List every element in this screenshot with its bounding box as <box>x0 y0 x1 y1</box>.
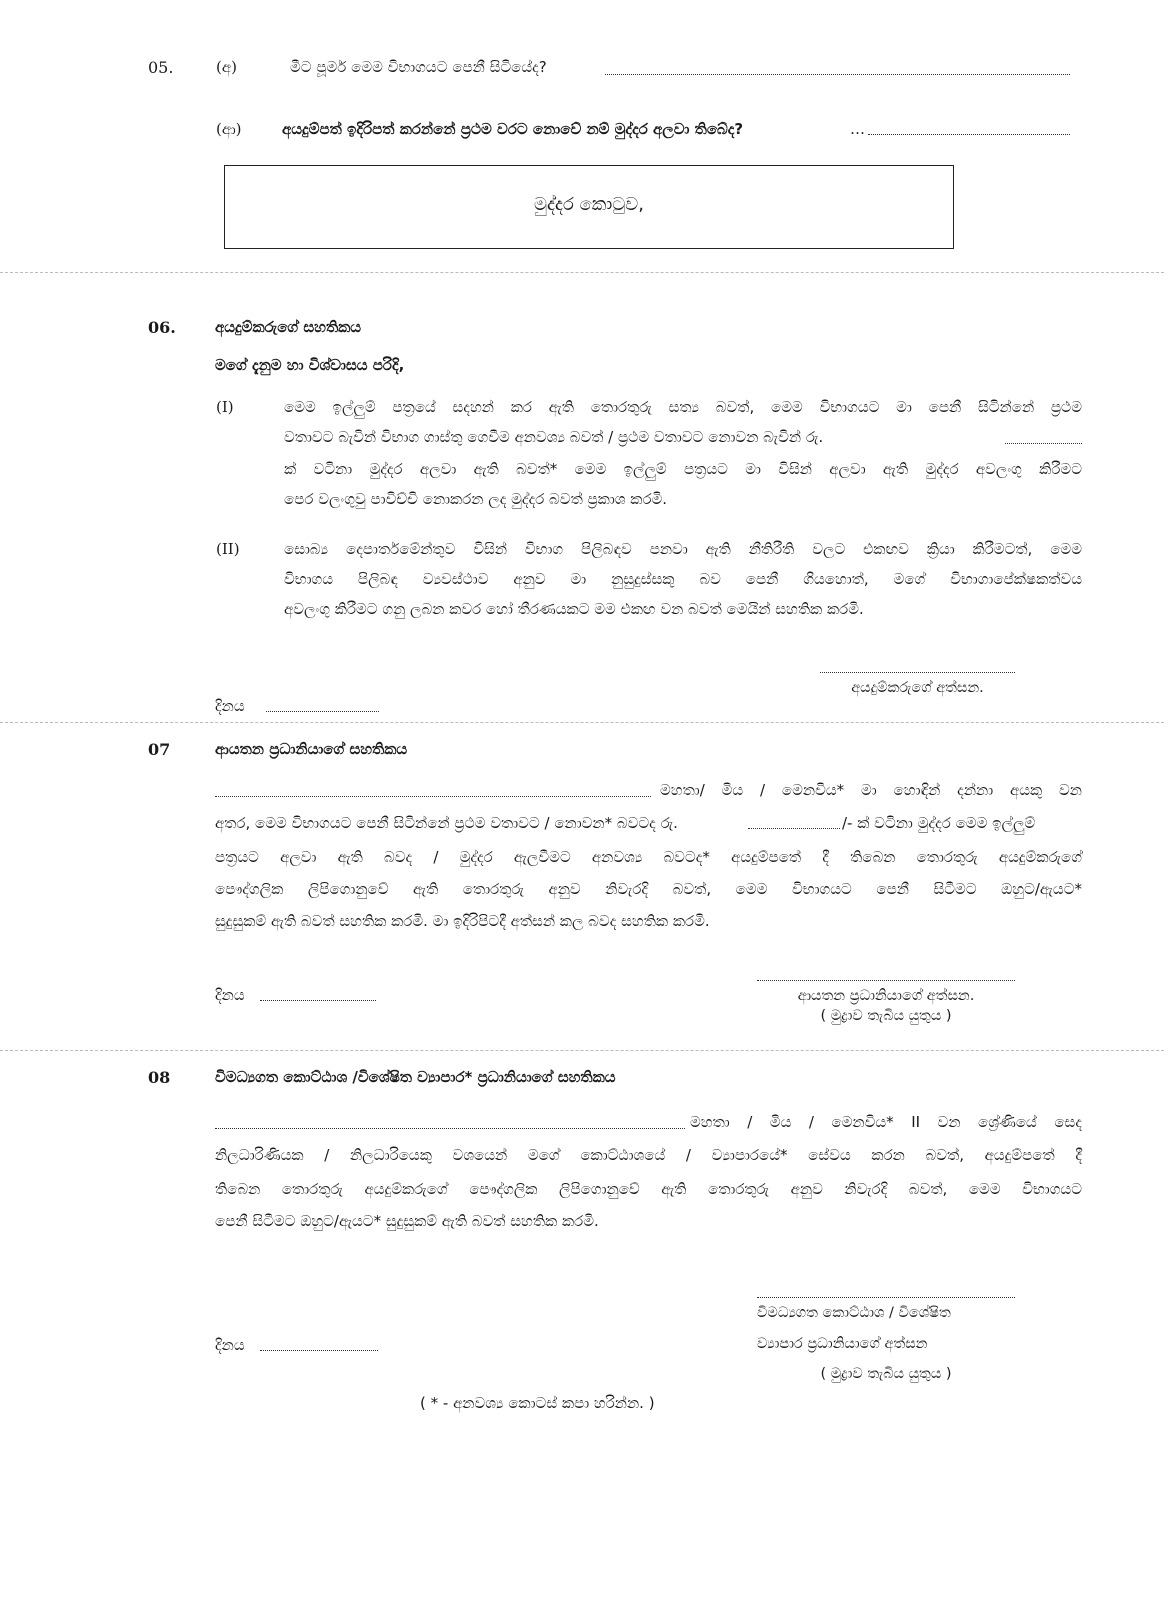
s05-b-answer-field[interactable] <box>868 134 1070 135</box>
s06-item-i-label: (I) <box>216 398 234 416</box>
s08-line2: නිලධාරිණියක / නිලධාරියෙකු වශයෙන් මගේ කොට්ඨාශයේ / ව්‍යාපාරයේ* සේවය කරන බවත්, අයදුම්පතේ දී <box>215 1146 1082 1164</box>
section-08-title: විමධ්‍යගත කොට්ඨාශ /විශේෂිත ව්‍යාපාර* ප්‍රධානියාගේ සහතිකය <box>215 1068 616 1086</box>
stamp-box[interactable] <box>224 165 954 249</box>
section-06-title: අයදුම්කරුගේ සහතිකය <box>215 318 362 336</box>
s08-line1-tail: මහතා / මිය / මෙනවිය* II වන ශ්‍රේණියේ සෙද <box>690 1113 1082 1131</box>
s08-line4: පෙනී සිටීමට ඔහුට/ඇයට* සුදුසුකම් ඇති බවත් සහතික කරමි. <box>215 1212 599 1230</box>
s06-item-ii-line1: සොබ්‍ය දෙපාර්තමේන්තුව විසින් විභාග පිලිබඳව පනවා ඇති නීතිරීති වලට එකඟව ක්‍රියා කිරීමටත්, මෙම <box>284 540 1082 558</box>
section-07-number: 07 <box>148 740 171 759</box>
s07-signature-field[interactable] <box>757 980 1015 981</box>
s07-line2-tail: /- ක් වටිනා මුද්දර මෙම ඉල්ලුම් <box>842 814 1036 832</box>
s06-signature-caption: අයදුම්කරුගේ අත්සන. <box>851 680 984 696</box>
section-05-number: 05. <box>148 58 174 77</box>
s07-seal-note: ( මුද්‍රාව තැබිය යුතුය ) <box>820 1008 952 1024</box>
s07-amount-field[interactable] <box>748 828 840 829</box>
s07-line5: සුදුසුකම් ඇති බවත් සහතික කරමි. මා ඉදිරිපිටදී අත්සන් කල බවද සහතික කරමි. <box>215 912 710 930</box>
s06-date-field[interactable] <box>266 711 379 712</box>
section-08-number: 08 <box>148 1068 171 1087</box>
s06-signature-field[interactable] <box>820 672 1015 673</box>
s08-line3: තිබෙන තොරතුරු අයදුම්කරුගේ පෞද්ගලික ලිපිගොනුවේ ඇති තොරතුරු අනුව නිවැරදි බවත්, මෙම විභාගයට <box>215 1180 1082 1198</box>
section-divider <box>0 272 1164 273</box>
section-06-number: 06. <box>148 318 176 337</box>
s07-date-field[interactable] <box>260 1000 376 1001</box>
section-07-title: ආයතන ප්‍රධානියාගේ සහතිකය <box>215 740 408 758</box>
s07-line4: පෞද්ගලික ලිපිගොනුවේ ඇති තොරතුරු අනුව නිවැරදි බවත්, මෙම විභාගයට පෙනී සිටීමට ඔහුට/ඇයට* <box>215 880 1082 898</box>
section-divider <box>0 1050 1164 1051</box>
s06-item-ii-line3: අවලංගු කිරීමට ගනු ලබන කවර හෝ තීරණයකට මම එකඟ වන බවත් මෙයින් සහතික කරමි. <box>284 600 864 618</box>
s06-item-ii-label: (II) <box>216 540 240 558</box>
s08-date-field[interactable] <box>260 1350 378 1351</box>
stamp-box-label: මුද්දර කොටුව, <box>534 194 644 215</box>
section-06-subtitle: මගේ දැනුම හා විශ්වාසය පරිදි, <box>215 356 405 374</box>
s07-line3: පත්‍රයට අලවා ඇති බවද / මුද්දර ඇලවීමට අනවශ්‍ය බවටද* අයදුම්පතේ දී තිබෙන තොරතුරු අයදුම්කරුගේ <box>215 848 1082 866</box>
s08-signature-caption-2: ව්‍යාපාර ප්‍රධානියාගේ අත්සන <box>757 1336 928 1352</box>
s08-signature-field[interactable] <box>757 1297 1015 1298</box>
footnote: ( * - අනවශ්‍ය කොටස් කපා හරින්න. ) <box>420 1394 655 1412</box>
s05-b-question: අයදුම්පත් ඉදිරිපත් කරන්නේ ප්‍රථම වරට නොවේ නම් මුද්දර අලවා තිබේද? <box>282 120 744 138</box>
s06-date-label: දිනය <box>215 697 245 715</box>
s08-date-label: දිනය <box>215 1336 245 1354</box>
s07-line1-tail: මහතා/ මිය / මෙනවිය* මා හොඳින් දන්නා අයකු වන <box>660 781 1082 799</box>
s05-a-answer-field[interactable] <box>605 74 1070 75</box>
s05-a-question: මීට පූර්ම මෙම විභාගයට පෙනී සිටියේද? <box>290 58 547 76</box>
s05-b-label: (ආ) <box>216 120 242 138</box>
s07-name-field[interactable] <box>215 796 651 797</box>
s05-a-label: (අ) <box>216 58 237 76</box>
s08-signature-caption-1: විමධ්‍යගත කොට්ඨාශ / විශේෂිත <box>757 1305 951 1321</box>
s06-item-i-line1: මෙම ඉල්ලුම් පත්‍රයේ සදහන් කර ඇති තොරතුරු සත්‍ය බවත්, මෙම විභාගයට මා පෙනී සිටින්නේ ප්‍රථම <box>284 398 1082 416</box>
s06-item-i-line3: ක් වටිනා මුද්දර අලවා ඇති බවත්* මෙම ඉල්ලුම් පත්‍රයට මා විසින් අලවා ඇති මුද්දර අවලංගු කිරීමට <box>284 460 1082 478</box>
section-divider <box>0 722 1164 723</box>
s06-item-i-line2: වතාවට බැවින් විභාග ගාස්තු ගෙවීම අනවශ්‍ය බවත් / ප්‍රථම වතාවට නොවන බැවින් රු. <box>284 428 824 446</box>
s06-amount-field[interactable] <box>1005 443 1082 444</box>
s07-signature-caption: ආයතන ප්‍රධානියාගේ අත්සන. <box>797 988 975 1004</box>
s07-date-label: දිනය <box>215 986 245 1004</box>
s07-line2-head: අතර, මෙම විභාගයට පෙනී සිටින්නේ ප්‍රථම වතාවට / නොවන* බවටද රු. <box>215 814 678 832</box>
s08-name-field[interactable] <box>215 1128 685 1129</box>
s08-seal-note: ( මුද්‍රාව තැබිය යුතුය ) <box>820 1366 952 1382</box>
s06-item-i-line4: පෙර වලංගුවු පාවිච්චි නොකරන ලද මුද්දර බවත් ප්‍රකාශ කරමි. <box>284 490 668 508</box>
s05-b-ellipsis: … <box>850 120 865 138</box>
s06-item-ii-line2: විභාගය පිලිබඳ ව්‍යවස්ථාව අනුව මා නුසුදුස්සකු බව පෙනී ගියහොත්, මගේ විභාගාපේක්ෂකත්වය <box>284 570 1082 588</box>
